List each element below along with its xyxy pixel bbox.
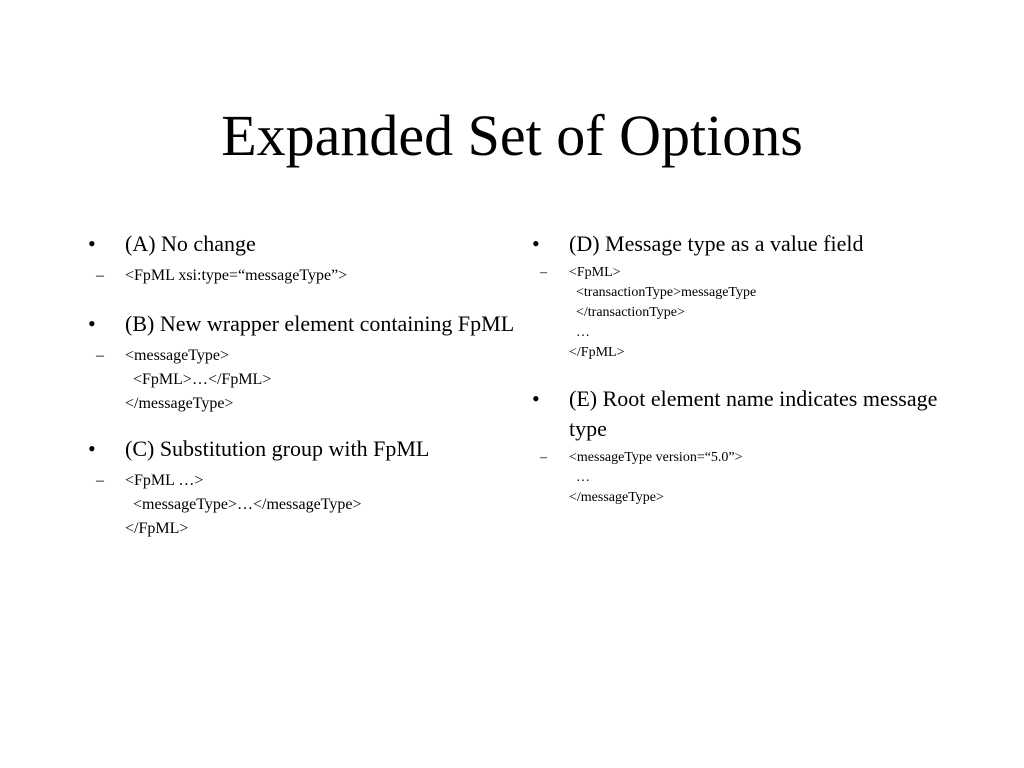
right-column	[524, 229, 944, 508]
sub-item	[524, 263, 944, 363]
code-line: </transactionType>	[569, 305, 685, 320]
code-line: <FpML>…</FpML>	[125, 371, 272, 388]
code-line: <messageType>…</messageType>	[125, 496, 362, 513]
sub-item	[80, 344, 520, 416]
dash-marker: –	[540, 450, 547, 465]
code-line: </FpML>	[569, 345, 625, 360]
bullet-label: (B) New wrapper element containing FpML	[125, 311, 515, 336]
bullet-item-e	[524, 384, 944, 444]
dash-marker: –	[96, 347, 104, 364]
code-line: </messageType>	[125, 395, 234, 412]
code-line: </messageType>	[569, 490, 664, 505]
dash-marker: –	[96, 267, 104, 284]
code-line: <FpML …>	[125, 472, 204, 489]
left-column	[80, 229, 520, 541]
bullet-label: (C) Substitution group with FpML	[125, 436, 430, 461]
code-line: …	[569, 470, 590, 485]
slide-title: Expanded Set of Options	[221, 103, 803, 168]
bullet-marker: •	[88, 436, 96, 461]
bullet-item-b	[80, 309, 520, 339]
bullet-marker: •	[88, 231, 96, 256]
dash-marker: –	[96, 472, 104, 489]
bullet-item-d	[524, 229, 944, 259]
code-line: …	[569, 325, 590, 340]
code-line: </FpML>	[125, 520, 189, 537]
code-line: <messageType>	[125, 347, 230, 364]
dash-marker: –	[540, 265, 547, 280]
bullet-marker: •	[88, 311, 96, 336]
bullet-item-a	[80, 229, 520, 259]
code-line: <messageType version=“5.0”>	[569, 450, 743, 465]
bullet-label: (E) Root element name indicates message type	[569, 386, 938, 441]
sub-item	[524, 448, 944, 508]
bullet-item-c	[80, 434, 520, 464]
code-line: <FpML xsi:type=“messageType”>	[125, 267, 348, 284]
bullet-label: (D) Message type as a value field	[569, 231, 864, 256]
bullet-marker: •	[532, 231, 540, 256]
bullet-label: (A) No change	[125, 231, 256, 256]
sub-item	[80, 264, 520, 288]
sub-item	[80, 469, 520, 541]
bullet-marker: •	[532, 386, 540, 411]
code-line: <FpML>	[569, 265, 621, 280]
code-line: <transactionType>messageType	[569, 285, 757, 300]
